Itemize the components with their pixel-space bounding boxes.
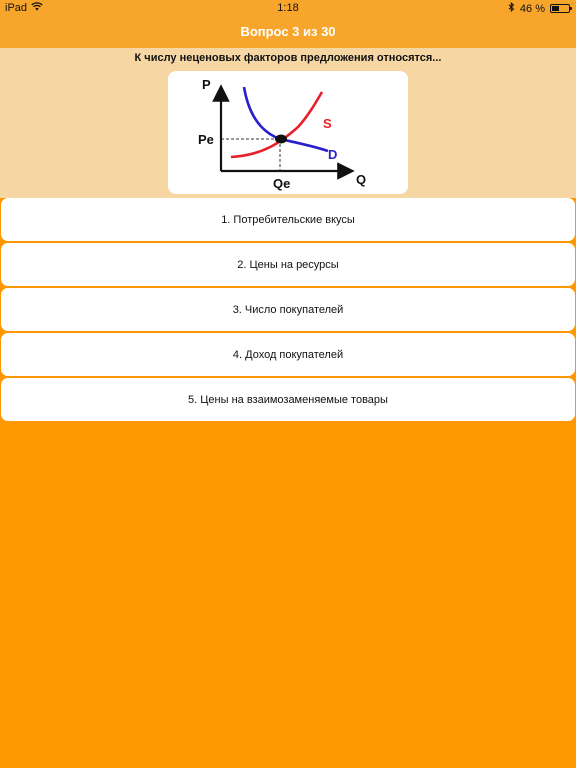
supply-demand-graph [168,71,408,194]
answer-label: 1. Потребительские вкусы [221,213,355,226]
equilibrium-point [275,135,287,144]
answer-label: 3. Число покупателей [232,303,344,316]
q-axis-label: Q [356,172,367,187]
supply-curve [231,92,322,157]
answer-option-3[interactable] [1,288,575,331]
battery-icon [550,4,570,13]
bluetooth-icon [508,2,515,15]
answer-option-5[interactable] [1,378,575,421]
supply-label: S [323,116,332,131]
device-name: iPad [5,2,28,14]
question-area [0,48,576,198]
answer-label: 2. Цены на ресурсы [237,258,339,271]
nav-title: Вопрос 3 из 30 [0,16,576,48]
pe-label: Pe [198,132,214,147]
status-right [508,2,570,15]
answer-list [0,198,576,423]
answer-option-2[interactable] [1,243,575,286]
demand-label: D [328,147,338,162]
p-axis-label: P [202,77,211,92]
status-time: 1:18 [277,2,299,14]
status-bar [0,0,576,16]
answer-label: 5. Цены на взаимозаменяемые товары [188,393,388,406]
question-text: К числу неценовых факторов предложения относятся... [134,52,442,64]
answer-option-1[interactable] [1,198,575,241]
answer-option-4[interactable] [1,333,575,376]
answer-label: 4. Доход покупателей [232,348,344,361]
graph-svg [168,71,408,194]
qe-label: Qe [273,176,291,191]
battery-percent: 46 % [519,2,545,15]
battery-level [552,6,559,11]
